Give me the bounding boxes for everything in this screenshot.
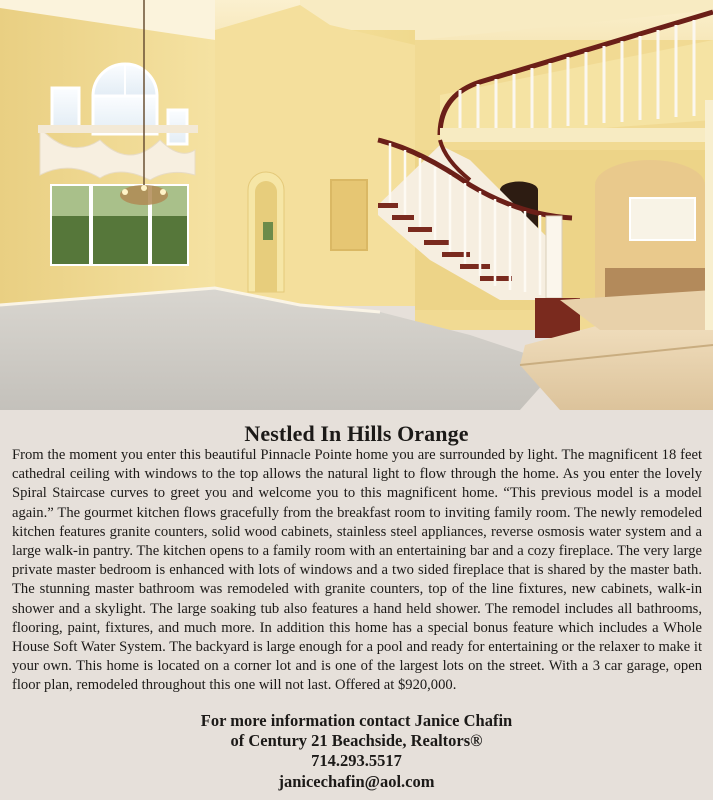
listing-text-panel [0, 410, 713, 800]
contact-block [0, 711, 713, 792]
contact-phone: 714.293.5517 [311, 751, 402, 771]
contact-email: janicechafin@aol.com [278, 771, 435, 791]
contact-line-agent: For more information contact Janice Chafin [200, 711, 513, 730]
contact-line-brokerage: of Century 21 Beachside, Realtors® [230, 731, 483, 751]
listing-headline: Nestled In Hills Orange [244, 421, 469, 446]
listing-description: From the moment you enter this beautiful Pinnacle Pointe home you are surrounded by light. The magnificent 18 feet cathedral ceiling with windows to the top allows the natural light to flow through the home. As you enter the lovely Spiral Staircase curves to greet you and welcome you to this magnificent home. “This previous model is a model again.” The gourmet kitchen flows gracefully from the breakfast room to inviting family room. The newly remodeled kitchen features granite counters, solid wood cabinets, stainless steel appliances, reverse osmosis water system and a large walk-in pantry. The kitchen opens to a family room with an entertaining bar and a cozy fireplace. The very large private master bedroom is enhanced with lots of windows and a two sided fireplace that is shared by the master bath. The stunning master bathroom was remodeled with granite counters, top of the line fixtures, new cabinets, walk-in shower and a skylight. The large soaking tub also features a hand held shower. The remodel includes all bathrooms, flooring, paint, fixtures, and much more. In addition this home has a special bonus feature which includes a Whole House Soft Water System. The backyard is large enough for a pool and ready for entertaining or the relaxer to make it your own. This home is located on a corner lot and is one of the largest lots on the street. With a 3 car garage, open floor plan, remodeled throughout this one will not last. Offered at $920,000. [12, 447, 702, 694]
